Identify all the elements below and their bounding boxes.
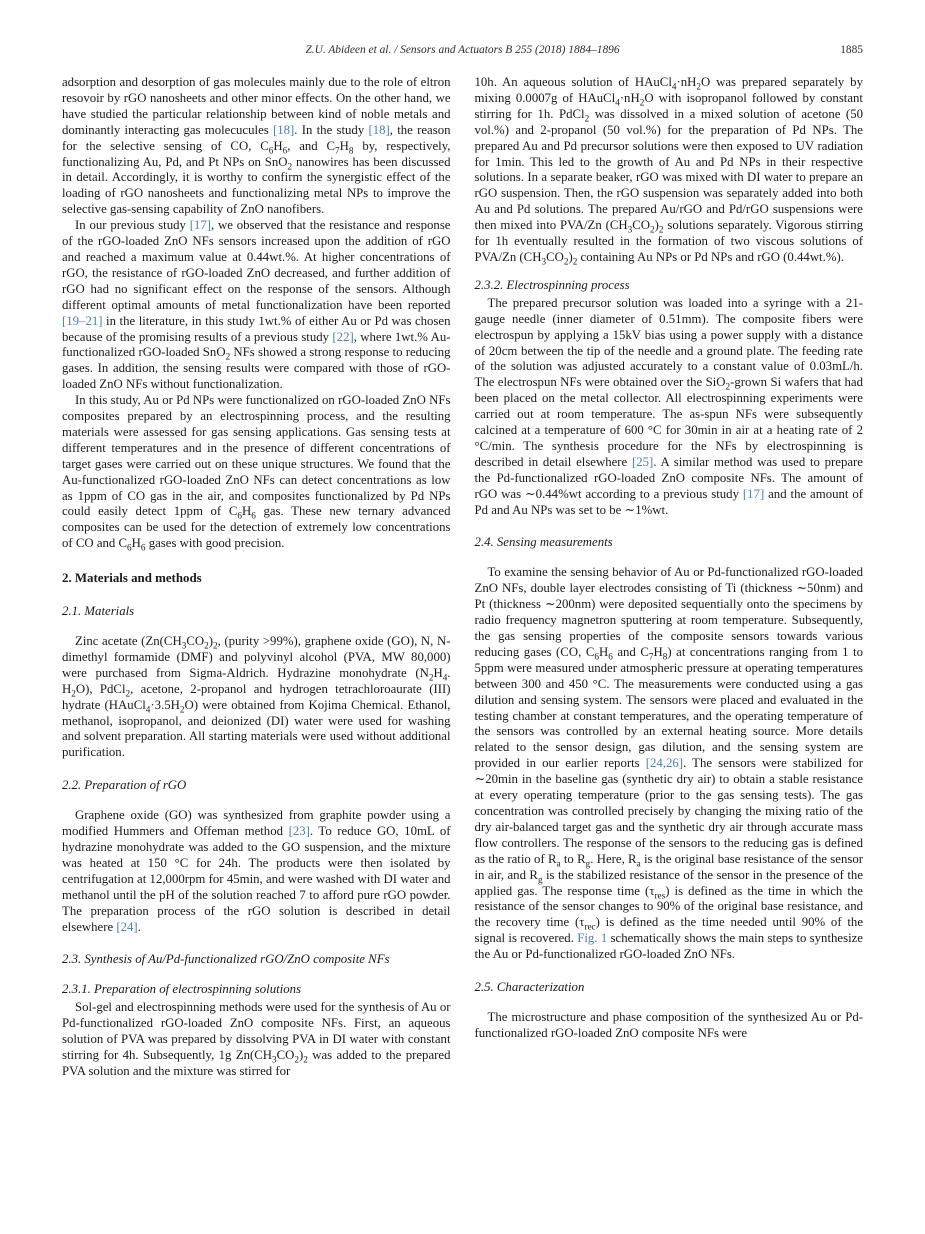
paragraph-materials: Zinc acetate ($Zn(CH_3CO_2)_2$, (purity >99%), graphene oxide (GO), N, N-dimethyl formamide (DMF) and polyvinyl alcohol (PVA, MW 80,000) were purchased from Sigma-Aldrich. Hydrazine monohydrate ($N_2H_4$. $H_2O$), PdCl$_2$, acetone, 2-propanol and hydrogen tetrachloroaurate (III) hydrate $(HAuCl_4\cdot 3.5H_2O)$ were obtained from Kojima Chemical. Ethanol, methanol, isopropanol, and deionized (DI) water were used for washing and solvent preparation. All starting materials were used without additional purification. — [62, 634, 451, 760]
paragraph-characterization: The microstructure and phase composition of the synthesized Au or Pd-functionalized rGO-loaded ZnO composite NFs were — [474, 1009, 863, 1040]
subsubsection-heading-electrospinning-solutions: 2.3.1. Preparation of electrospinning solutions — [62, 982, 301, 997]
subsection-heading-synthesis: 2.3. Synthesis of Au/Pd-functionalized rGO/ZnO composite NFs — [62, 952, 390, 967]
running-head-text: Z.U. Abideen et al. / Sensors and Actuators B 255 (2018) 1884–1896 — [305, 44, 620, 56]
citation-link[interactable]: [17] — [742, 486, 765, 501]
citation-link[interactable]: [25] — [631, 454, 654, 469]
subsection-heading-preparation-of-rgo: 2.2. Preparation of rGO — [62, 778, 187, 793]
paragraph-intro-continued: adsorption and desorption of gas molecules mainly due to the role of eltron resovoir by rGO nanosheets and other minor effects. On the other hand, we have studied the particular relationship between kind of noble metals and dominantly interacting gas molecucules [18]. In the study [18], the reason for the selective sensing of CO, $C_6H_6$, and $C_7H_8$ by, respectively, functionalizing Au, Pd, and Pt NPs on SnO$_2$ nanowires has been discussed in detail. Accordingly, it is worthy to confirm the synergistic effect of the loading of rGO nanosheets and functionalizing metal NPs to improve the selective gas-sensing capability of ZnO nanofibers. — [62, 75, 451, 217]
paragraph-electrospinning-solutions: Sol-gel and electrospinning methods were used for the synthesis of Au or Pd-functionalized rGO-loaded ZnO composite NFs. First, an aqueous solution of PVA was prepared by dissolving PVA in DI water with constant stirring for 4h. Subsequently, 1g $Zn(CH_3CO_2)_2$ was added to the prepared PVA solution and the mixture was stirred for — [62, 1000, 451, 1078]
paragraph-preparation-of-rgo: Graphene oxide (GO) was synthesized from graphite powder using a modified Hummers and Offeman method [23]. To reduce GO, 10mL of hydrazine monohydrate was added to the GO suspension, and the mixture was heated at 150 °C for 24h. The products were then isolated by centrifugation at 12,000rpm for 45min, and were washed with DI water and methanol until the pH of the solution reached 7 to afford pure rGO powder. The preparation process of the rGO solution is described in detail elsewhere [24]. — [62, 808, 451, 934]
citation-link[interactable]: [22] — [332, 329, 354, 344]
citation-link[interactable]: [24,26] — [645, 756, 684, 771]
citation-link[interactable]: [19–21] — [62, 313, 103, 328]
paragraph-previous-study: In our previous study [17], we observed that the resistance and response of the rGO-loaded ZnO NFs sensors increased upon the addition of rGO and reached a maximum value at 0.44wt.%. At higher concentrations of rGO, the resistance of rGO-loaded ZnO decreased, and further addition of rGO had no significant effect on the response of the sensors. Although different optimal amounts of metal functionalization have been reported [19–21] in the literature, in this study 1wt.% of either Au or Pd was chosen because of the promising results of a previous study [22], where 1wt.% Au-functionalized rGO-loaded SnO$_2$ NFs showed a strong response to reducing gases. In addition, the sensing results were compared with those of rGO-loaded ZnO NFs without functionalization. — [62, 218, 451, 392]
article-body — [62, 75, 863, 1080]
page-number: 1885 — [840, 44, 863, 56]
left-column — [62, 75, 451, 1080]
page-header — [62, 44, 863, 56]
figure-link[interactable]: Fig. 1 — [577, 931, 608, 946]
subsection-heading-characterization: 2.5. Characterization — [474, 980, 585, 995]
right-column — [475, 75, 864, 1042]
subsubsection-heading-electrospinning-process: 2.3.2. Electrospinning process — [474, 277, 630, 292]
paragraph-electrospinning-solutions-continued: 10h. An aqueous solution of $HAuCl_4\cdot nH_2O$ was prepared separately by mixing 0.0007g of $HAuCl_4\cdot nH_2O$ with isopropanol followed by constant stirring for 1h. PdCl$_2$ was dissolved in a mixed solution of acetone (50 vol.%) and 2-propanol (50 vol.%) for the preparation of Pd NPs. The prepared Au and Pd precursor solutions were then exposed to UV radiation for 1min. This led to the growth of Au and Pd NPs in their respective solutions. In a separate beaker, rGO was mixed with DI water to prepare an rGO suspension. Then, the rGO suspension was separately added into both Au and Pd solutions. The prepared Au/rGO and Pd/rGO suspensions were then mixed into PVA/Zn $(CH_3CO_2)_2$ solutions separately. Vigorous stirring for 1h eventually resulted in the formation of two viscous solutions of PVA/Zn $(CH_3CO_2)_2$ containing Au NPs or Pd NPs and rGO (0.44wt.%). — [474, 75, 863, 267]
paragraph-electrospinning-process: The prepared precursor solution was loaded into a syringe with a 21-gauge needle (inner diameter of 0.51mm). The composite fibers were electrospun by applying a 15kV bias using a power supply with a distance of 20cm between the tip of the needle and a ground plate. The feeding rate of the solution was adjusted accurately to a constant value of 0.03mL/h. The electrospun NFs were obtained over the SiO$_2$-grown Si wafers that had been placed on the metal collector. All electrospinning experiments were carried out at room temperature. The as-spun NFs were subsequently calcined at a temperature of 600 °C for 30min in air at a heating rate of 2 °C/min. The synthesis procedure for the NFs by electrospinning is described in detail elsewhere [25]. A similar method was used to prepare the Pd-functionalized rGO-loaded ZnO composite NFs. The amount of rGO was ∼0.44%wt according to a previous study [17] and the amount of Pd and Au NPs was set to be ∼1%wt. — [474, 295, 864, 517]
paragraph-this-study: In this study, Au or Pd NPs were functionalized on rGO-loaded ZnO NFs composites prepared by an electrospinning process, and the resulting materials were assessed for gas sensing applications. Gas sensing tests at different temperatures and in the presence of different concentrations of target gases were carried out on these unique structures. We found that the Au-functionalized rGO-loaded ZnO NFs can detect concentrations as low as 1ppm of CO gas in the air, and composites functionalized by Pd NPs could easily detect 1ppm of $C_6H_6$ gas. These new ternary advanced composites can be used for the detection of extremely low concentrations of CO and $C_6H_6$ gases with good precision. — [62, 393, 451, 553]
citation-link[interactable]: [18] — [272, 122, 295, 137]
citation-link[interactable]: [18] — [368, 122, 390, 137]
citation-link[interactable]: [17] — [189, 218, 212, 233]
citation-link[interactable]: [24] — [116, 919, 138, 934]
citation-link[interactable]: [23] — [288, 824, 310, 839]
section-heading-materials-and-methods: 2. Materials and methods — [62, 571, 202, 586]
paragraph-sensing-measurements: To examine the sensing behavior of Au or Pd-functionalized rGO-loaded ZnO NFs, double layer electrodes consisting of Ti (thickness ∼50nm) and Pt (thickness ∼200nm) were deposited sequentially onto the specimens by radio frequency magnetron sputtering at room temperature. Subsequently, the gas sensing properties of the composite sensors towards various reducing gases (CO, $C_6H_6$ and $C_7H_8$) at concentrations ranging from 1 to 5ppm were measured under atmospheric pressure at operating temperatures between 300 and 450 °C. The measurements were conducted using a gas dilution and sensing system. The sensors were placed and evaluated in the testing chamber at constant temperatures, and the operating temperature of the sensors was controlled by an external heating source. More details related to the sensor design, gas dilution, and the sensing system are provided in our earlier reports [24,26]. The sensors were stabilized for ∼20min in the baseline gas (synthetic dry air) to obtain a stable resistance at every operating temperature (prior to the gas sensing tests). The gas concentration was controlled precisely by changing the mixing ratio of the dry air-balanced target gas and the synthetic dry air through accurate mass flow controllers. The response of the sensors to the reducing gas is defined as the ratio of $R_a$ to $R_g$. Here, $R_a$ is the original base resistance of the sensor in air, and $R_g$ is the stabilized resistance of the sensor in the presence of the applied gas. The response time $(\tau_{res})$ is defined as the time in which the resistance of the sensor changes to 90% of the original base resistance, and the recovery time $(\tau_{rec})$ is defined as the time needed until 90% of the signal is recovered. Fig. 1 schematically shows the main steps to synthesize the Au or Pd-functionalized rGO-loaded ZnO NFs. — [474, 565, 864, 962]
subsection-heading-sensing-measurements: 2.4. Sensing measurements — [474, 535, 613, 550]
subsection-heading-materials: 2.1. Materials — [62, 604, 135, 619]
